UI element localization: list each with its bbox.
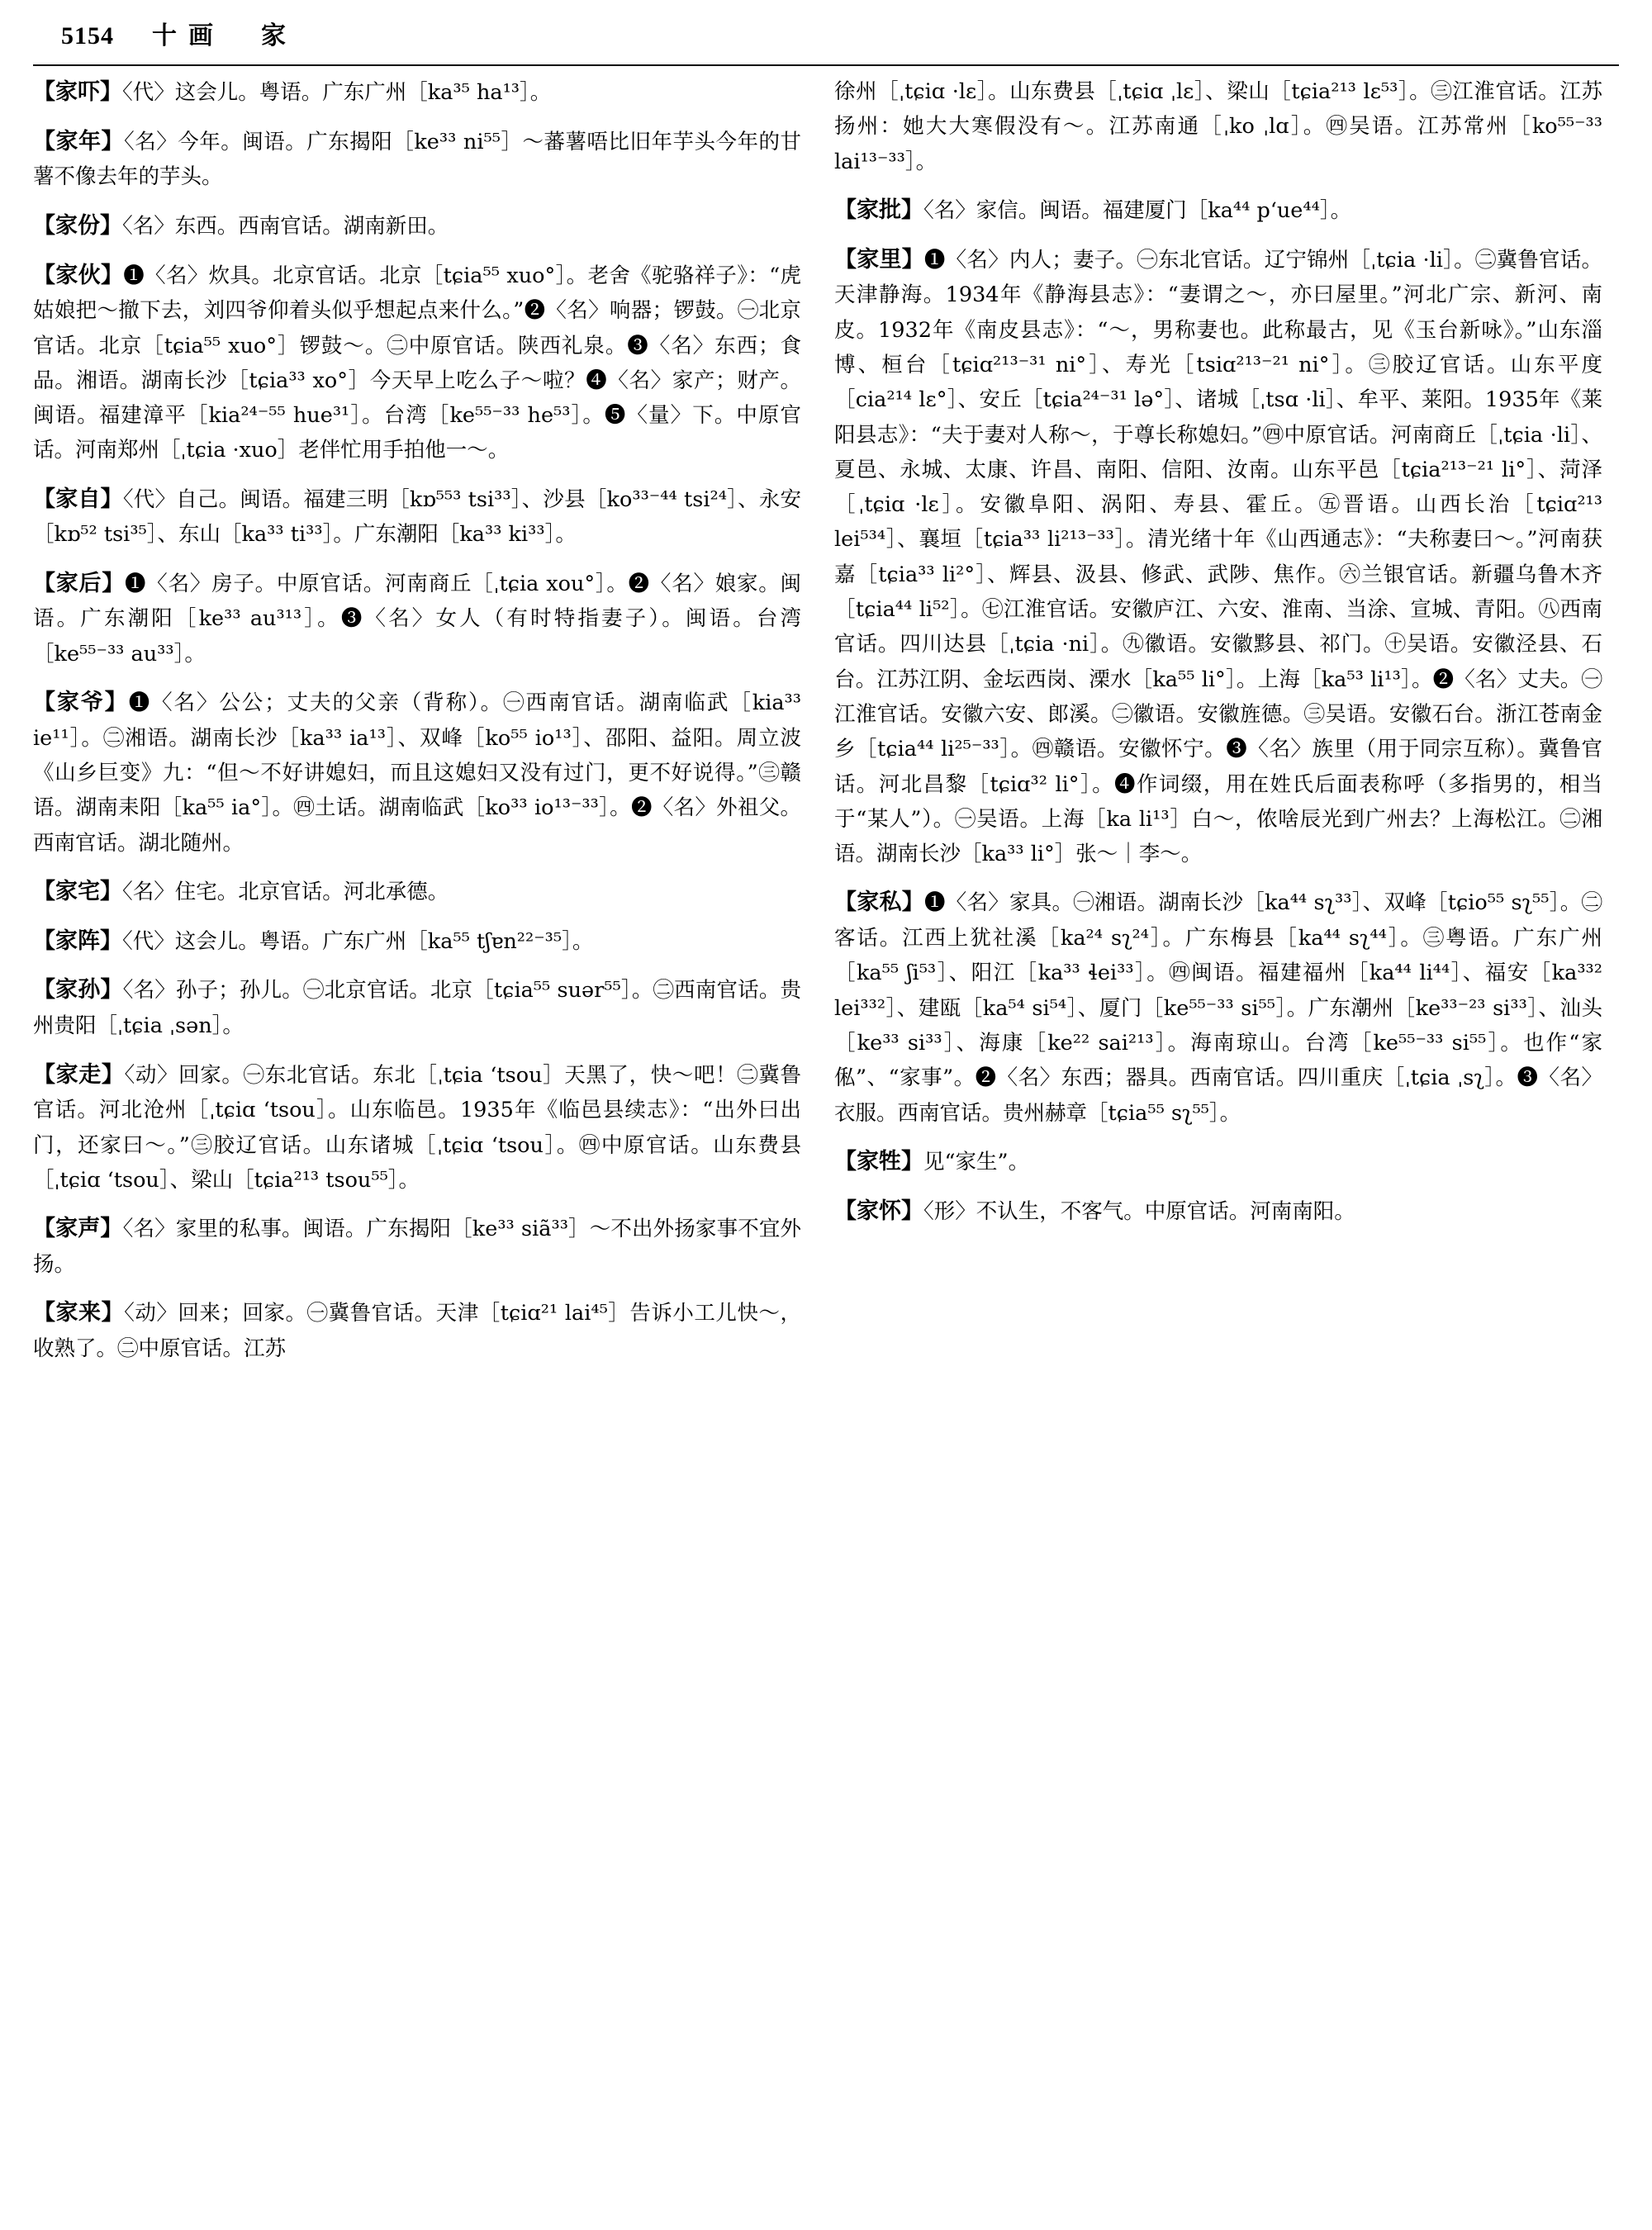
running-head-title: 十画 家 [152,21,297,50]
entry-body: 〈代〉自己。闽语。福建三明［kɒ⁵⁵³ tsi³³］、沙县［ko³³⁻⁴⁴ tsi²⁴］、永安［kɒ⁵² tsi³⁵］、东山［ka³³ ti³³］。广东潮阳［ka³³ ki³³］。 [33,486,801,548]
entry-headword: 【家吓】 [33,79,122,105]
entry-body: 〈代〉这会儿。粤语。广东广州［ka⁵⁵ tʃɐn²²⁻³⁵］。 [122,928,594,954]
entry-body: 〈名〉家信。闽语。福建厦门［ka⁴⁴ pʻue⁴⁴］。 [923,197,1352,223]
entry [834,885,1602,1131]
entry-body: ❶〈名〉公公；丈夫的父亲（背称）。㊀西南官话。湖南临武［kia³³ ie¹¹］。㊁湘语。湖南长沙［ka³³ ia¹³］、双峰［ko⁵⁵ io¹³］、邵阳、益阳。周立波《山乡巨变》九：“但～不好讲媳妇，而且这媳妇又没有过门，更不好说得。”㊂赣语。湖南耒阳［ka⁵⁵ ia°］。㊃土话。湖南临武［ko³³ io¹³⁻³³］。❷〈名〉外祖父。西南官话。湖北随州。 [33,690,801,856]
entry-headword: 【家牲】 [834,1148,923,1174]
entry-headword: 【家自】 [33,486,123,512]
entry-body: ❶〈名〉家具。㊀湘语。湖南长沙［ka⁴⁴ sʅ³³］、双峰［tɕio⁵⁵ sʅ⁵⁵］。㊁客话。江西上犹社溪［ka²⁴ sʅ²⁴］。广东梅县［ka⁴⁴ sʅ⁴⁴］。㊂粤语。广东广州［ka⁵⁵ ʃi⁵³］、阳江［ka³³ ɬei³³］。㊃闽语。福建福州［ka⁴⁴ li⁴⁴］、福安［ka³³² lei³³²］、建瓯［ka⁵⁴ si⁵⁴］、厦门［ke⁵⁵⁻³³ si⁵⁵］。广东潮州［ke³³⁻²³ si³³］、汕头［ke³³ si³³］、海康［ke²² sai²¹³］。海南琼山。台湾［ke⁵⁵⁻³³ si⁵⁵］。也作“家俬”、“家事”。❷〈名〉东西；器具。西南官话。四川重庆［ˌtɕia ˌsʅ］。❸〈名〉衣服。西南官话。贵州赫章［tɕia⁵⁵ sʅ⁵⁵］。 [834,890,1603,1126]
entry-headword: 【家份】 [33,212,122,239]
entry-body: ❶〈名〉房子。中原官话。河南商丘［ˌtɕia xou°］。❷〈名〉娘家。闽语。广东潮阳［ke³³ au³¹³］。❸〈名〉女人（有时特指妻子）。闽语。台湾［ke⁵⁵⁻³³ au³³］。 [33,571,801,667]
entry-body: 〈名〉孙子；孙儿。㊀北京官话。北京［tɕia⁵⁵ suər⁵⁵］。㊁西南官话。贵州贵阳［ˌtɕia ˌsən］。 [33,978,801,1039]
entry-body: 〈形〉不认生，不客气。中原官话。河南南阳。 [923,1198,1355,1224]
page-number: 5154 [61,22,114,50]
entry-body: ❶〈名〉炊具。北京官话。北京［tɕia⁵⁵ xuo°］。老舍《驼骆祥子》：“虎姑娘把～撤下去，刘四爷仰着头似乎想起点来什么。”❷〈名〉响器；锣鼓。㊀北京官话。北京［tɕia⁵⁵ xuo°］锣鼓～。㊁中原官话。陕西礼泉。❸〈名〉东西；食品。湘语。湖南长沙［tɕia³³ xo°］今天早上吃么子～啦？❹〈名〉家产；财产。闽语。福建漳平［kia²⁴⁻⁵⁵ hue³¹］。台湾［ke⁵⁵⁻³³ he⁵³］。❺〈量〉下。中原官话。河南郑州［ˌtɕia ·xuo］老伴忙用手拍他一～。 [33,263,802,463]
entry [33,1295,801,1366]
entry [834,1144,1602,1180]
entry [33,1057,801,1198]
entry-headword: 【家走】 [33,1061,125,1088]
entry-headword: 【家孙】 [33,977,123,1004]
entry [33,124,801,195]
right-column [834,74,1602,2189]
entry [33,566,801,671]
entry [33,972,801,1043]
entry-body: 〈名〉住宅。北京官话。河北承德。 [122,880,449,904]
left-column [33,74,801,2189]
entry [33,74,801,111]
header-divider [33,64,1619,66]
entry [33,874,801,910]
entry-headword: 【家声】 [33,1216,123,1242]
entry [834,1193,1602,1230]
entry [33,685,801,861]
entry [834,192,1602,229]
entry [33,1211,801,1282]
entry-body: 见“家生”。 [923,1149,1030,1174]
entry-body: 〈名〉今年。闽语。广东揭阳［ke³³ ni⁵⁵］～蕃薯唔比旧年芋头今年的甘薯不像去年的芋头。 [33,129,801,190]
entry-body: 徐州［ˌtɕiɑ ·lɛ］。山东费县［ˌtɕiɑ ˌlɛ］、梁山［tɕia²¹³ lɛ⁵³］。㊂江淮官话。江苏扬州：她大大寒假没有～。江苏南通［ˌko ˌlɑ］。㊃吴语。江苏常州［ko⁵⁵⁻³³ lai¹³⁻³³］。 [834,79,1602,174]
entry [33,208,801,244]
entry-continuation [834,74,1602,179]
entry-headword: 【家来】 [33,1300,125,1326]
entry-headword: 【家爷】 [33,690,129,716]
entry-headword: 【家里】 [834,246,924,273]
entry-headword: 【家阵】 [33,928,122,954]
entry-headword: 【家私】 [834,890,925,916]
entry [33,923,801,960]
entry-body: 〈名〉家里的私事。闽语。广东揭阳［ke³³ siã³³］～不出外扬家事不宜外扬。 [33,1217,802,1277]
entry-body: 〈名〉东西。西南官话。湖南新田。 [122,213,449,239]
entry-body: 〈代〉这会儿。粤语。广东广州［ka³⁵ ha¹³］。 [122,80,552,105]
entry-body: 〈动〉回来；回家。㊀冀鲁官话。天津［tɕiɑ²¹ lai⁴⁵］告诉小工儿快～，收熟了。㊁中原官话。江苏 [33,1301,801,1361]
entry [834,242,1602,872]
entry-body: 〈动〉回家。㊀东北官话。东北［ˌtɕia ʻtsou］天黑了，快～吧！㊁冀鲁官话。河北沧州［ˌtɕiɑ ʻtsou］。山东临邑。1935年《临邑县续志》：“出外曰出门，还家曰～。”㊂胶辽官话。山东诸城［ˌtɕiɑ ʻtsou］。㊃中原官话。山东费县［ˌtɕiɑ ʻtsou］、梁山［tɕia²¹³ tsou⁵⁵］。 [33,1062,801,1193]
entry-headword: 【家后】 [33,570,126,596]
entry-headword: 【家宅】 [33,879,122,904]
entry-headword: 【家怀】 [834,1198,923,1224]
page-header [33,15,1619,61]
entry-headword: 【家年】 [33,128,125,154]
entry-body: ❶〈名〉内人；妻子。㊀东北官话。辽宁锦州［ˌtɕia ·li］。㊁冀鲁官话。天津静海。1934年《静海县志》：“妻谓之～，亦曰屋里。”河北广宗、新河、南皮。1932年《南皮县志》：“～，男称妻也。此称最古，见《玉台新咏》。”山东淄博、桓台［tɕiɑ²¹³⁻³¹ ni°］、寿光［tsiɑ²¹³⁻²¹ ni°］。㊂胶辽官话。山东平度［cia²¹⁴ lɛ°］、安丘［tɕia²⁴⁻³¹ lə°］、诸城［ˌtsɑ ·li］、牟平、莱阳。1935年《莱阳县志》：“夫于妻对人称～，于尊长称媳妇。”㊃中原官话。河南商丘［ˌtɕia ·li］、夏邑、永城、太康、许昌、南阳、信阳、汝南。山东平邑［tɕia²¹³⁻²¹ li°］、菏泽［ˌtɕiɑ ·lɛ］。安徽阜阳、涡阳、寿县、霍丘。㊄晋语。山西长治［tɕiɑ²¹³ lei⁵³⁴］、襄垣［tɕia³³ li²¹³⁻³³］。清光绪十年《山西通志》：“夫称妻曰～。”河南获嘉［tɕia³³ li²°］、辉县、汲县、修武、武陟、焦作。㊅兰银官话。新疆乌鲁木齐［tɕia⁴⁴ li⁵²］。㊆江淮官话。安徽庐江、六安、淮南、当涂、宣城、青阳。㊇西南官话。四川达县［ˌtɕia ·ni］。㊈徽语。安徽黟县、祁门。㊉吴语。安徽泾县、石台。江苏江阴、金坛西岗、溧水［ka⁵⁵ li°］。上海［ka⁵³ li¹³］。❷〈名〉丈夫。㊀江淮官话。安徽六安、郎溪。㊁徽语。安徽旌德。㊂吴语。安徽石台。浙江苍南金乡［tɕia⁴⁴ li²⁵⁻³³］。㊃赣语。安徽怀宁。❸〈名〉族里（用于同宗互称）。冀鲁官话。河北昌黎［tɕiɑ³² li°］。❹作词缀，用在姓氏后面表称呼（多指男的，相当于“某人”）。㊀吴语。上海［ka li¹³］白～，侬啥辰光到广州去？上海松江。㊁湘语。湖南长沙［ka³³ li°］张～｜李～。 [834,247,1603,867]
entry-headword: 【家批】 [834,197,923,223]
entry [33,482,801,553]
entry-headword: 【家伙】 [33,262,124,288]
entry [33,258,801,468]
page-columns [33,74,1619,2189]
